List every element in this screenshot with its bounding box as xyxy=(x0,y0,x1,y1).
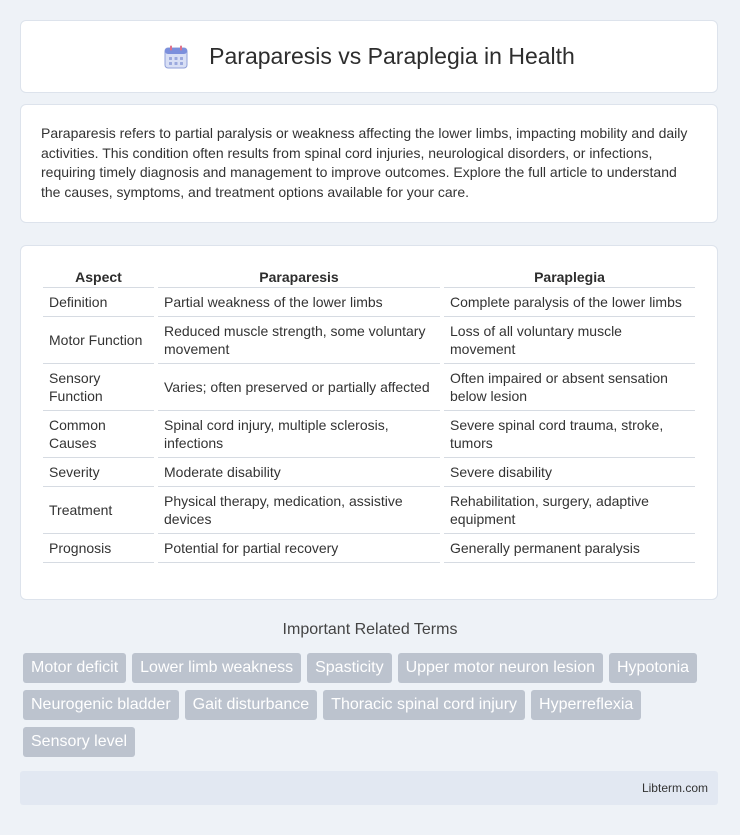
comparison-table xyxy=(39,266,699,563)
tag-gait-disturbance[interactable]: Gait disturbance xyxy=(185,690,318,720)
table-cell: Common Causes xyxy=(43,411,154,458)
table-cell: Partial weakness of the lower limbs xyxy=(158,288,440,317)
table-cell: Reduced muscle strength, some voluntary movement xyxy=(158,317,440,364)
tag-thoracic-spinal-cord-injury[interactable]: Thoracic spinal cord injury xyxy=(323,690,525,720)
tag-lower-limb-weakness[interactable]: Lower limb weakness xyxy=(132,653,301,683)
table-row xyxy=(43,411,695,458)
page-title: Paraparesis vs Paraplegia in Health xyxy=(209,43,575,69)
table-cell: Potential for partial recovery xyxy=(158,534,440,563)
table-cell: Complete paralysis of the lower limbs xyxy=(444,288,695,317)
tag-hypotonia[interactable]: Hypotonia xyxy=(609,653,697,683)
table-cell: Rehabilitation, surgery, adaptive equipment xyxy=(444,487,695,534)
table-cell: Severe disability xyxy=(444,458,695,487)
header-aspect: Aspect xyxy=(43,266,154,288)
intro-card xyxy=(20,104,718,223)
table-row xyxy=(43,364,695,411)
table-row xyxy=(43,317,695,364)
table-cell: Physical therapy, medication, assistive devices xyxy=(158,487,440,534)
tag-motor-deficit[interactable]: Motor deficit xyxy=(23,653,126,683)
tag-spasticity[interactable]: Spasticity xyxy=(307,653,391,683)
related-terms-title: Important Related Terms xyxy=(282,621,458,638)
header-paraparesis: Paraparesis xyxy=(158,266,440,288)
tag-neurogenic-bladder[interactable]: Neurogenic bladder xyxy=(23,690,179,720)
table-header-row xyxy=(43,266,695,288)
table-cell: Varies; often preserved or partially affected xyxy=(158,364,440,411)
related-terms-list xyxy=(23,653,723,757)
table-cell: Severity xyxy=(43,458,154,487)
table-row xyxy=(43,288,695,317)
tag-hyperreflexia[interactable]: Hyperreflexia xyxy=(531,690,641,720)
table-cell: Severe spinal cord trauma, stroke, tumors xyxy=(444,411,695,458)
table-row xyxy=(43,487,695,534)
table-row xyxy=(43,534,695,563)
table-cell: Motor Function xyxy=(43,317,154,364)
header-card xyxy=(20,20,718,93)
table-cell: Definition xyxy=(43,288,154,317)
table-cell: Spinal cord injury, multiple sclerosis, infections xyxy=(158,411,440,458)
table-cell: Prognosis xyxy=(43,534,154,563)
calendar-icon xyxy=(163,44,189,70)
table-cell: Treatment xyxy=(43,487,154,534)
table-cell: Sensory Function xyxy=(43,364,154,411)
footer-site-link[interactable]: Libterm.com xyxy=(641,781,708,795)
footer xyxy=(20,771,718,805)
tag-sensory-level[interactable]: Sensory level xyxy=(23,727,135,757)
intro-text: Paraparesis refers to partial paralysis or weakness affecting the lower limbs, impacting mobility and daily activities. This condition often results from spinal cord injuries, neurological disorders, or infections, requiring timely diagnosis and management to improve outcomes. Explore the full article to understand the causes, symptoms, and treatment options available for your care. xyxy=(41,125,688,200)
table-cell: Generally permanent paralysis xyxy=(444,534,695,563)
table-cell: Loss of all voluntary muscle movement xyxy=(444,317,695,364)
table-cell: Often impaired or absent sensation below lesion xyxy=(444,364,695,411)
tag-upper-motor-neuron-lesion[interactable]: Upper motor neuron lesion xyxy=(398,653,603,683)
table-cell: Moderate disability xyxy=(158,458,440,487)
comparison-table-card xyxy=(20,245,718,600)
table-row xyxy=(43,458,695,487)
header-paraplegia: Paraplegia xyxy=(444,266,695,288)
